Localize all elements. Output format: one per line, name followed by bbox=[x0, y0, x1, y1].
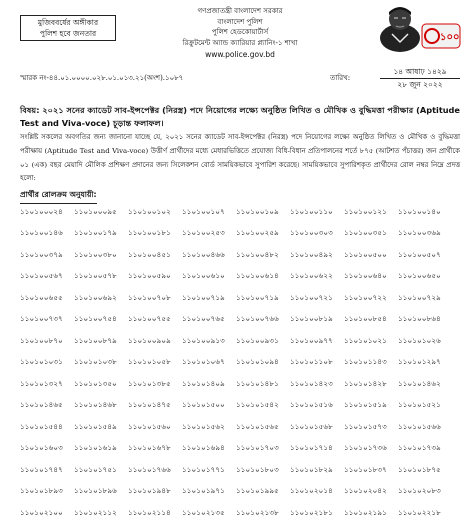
roll-number: ১১০১০০৮৬৪ bbox=[398, 314, 441, 324]
roll-number: ১১০১০০৮৭৯ bbox=[74, 335, 117, 345]
roll-number: ১১০১০২০১৪ bbox=[290, 486, 333, 496]
date-english: ২৮ জুন ২০২২ bbox=[397, 80, 443, 89]
roll-number: ১১০১০০৫৭৮ bbox=[74, 271, 117, 281]
roll-number: ১১০১০০৬৪০ bbox=[344, 271, 387, 281]
roll-number: ১১০১০১৬৯৪ bbox=[182, 443, 225, 453]
roll-number: ১১০১০১৪৮১ bbox=[236, 378, 279, 388]
roll-number: ১১০১০০৭৬৬ bbox=[236, 314, 279, 324]
roll-list-heading: প্রার্থীর রোলক্রম অনুযায়ী: bbox=[20, 190, 97, 204]
roll-number: ১১০১০০৬৫০ bbox=[398, 271, 441, 281]
roll-number: ১১০১০১৫৬৮ bbox=[290, 421, 333, 431]
roll-number: ১১০১০১৯৯৫ bbox=[236, 486, 279, 496]
roll-number: ১১০১০০৩৬৯ bbox=[398, 228, 441, 238]
roll-number: ১১০১০১৪৭৫ bbox=[128, 400, 171, 410]
roll-number: ১১০১০১৭৫১ bbox=[74, 464, 117, 474]
letterhead-line: গণপ্রজাতন্ত্রী বাংলাদেশ সরকার bbox=[197, 7, 283, 15]
roll-number: ১১০১০১৮৩৭ bbox=[344, 464, 387, 474]
roll-number: ১১০১০১৩৫০ bbox=[74, 378, 117, 388]
roll-number: ১১০১০১৭১৪ bbox=[290, 443, 333, 453]
roll-number: ১১০১০১৯৪৮ bbox=[128, 486, 171, 496]
roll-number: ১১০১০০২৫৩ bbox=[182, 228, 225, 238]
roll-number: ১১০১০১৬১৯ bbox=[74, 443, 117, 453]
roll-number: ১১০১০০৬৫৫ bbox=[20, 292, 63, 302]
roll-number: ১১০১০১৫৬২ bbox=[182, 421, 225, 431]
date-label: তারিখ: bbox=[330, 74, 351, 82]
roll-number: ১১০১০১৩৮৫ bbox=[128, 378, 171, 388]
roll-number: ১১০১০১৭৩৯ bbox=[398, 443, 441, 453]
body-paragraph: সংশ্লিষ্ট সকলের অবগতির জন্য জানানো যাচ্ছে যে, ২০২১ সনের ক্যাডেট সাব-ইন্সপেক্টর (নিরস্ত্র) পদে নিয়োগের লক্ষ্যে অনুষ্ঠিত লিখিত ও মৌখিক ও বুদ্ধিমত্তা পরীক্ষায় (Aptitude Test and Viva-voce) উত্তীর্ণ প্রার্থীদের মধ্যে মেধারভিত্তিতে প্রযোজ্য বিধি-বিধান প্রতিপালনের শর্তে ৮৭৫ (আটশত পঁচাত্তর) জন প্রার্থীকে ০১ (এক) বছর মেয়াদি মৌলিক প্রশিক্ষণ প্রদানের জন্য সিলেকশন বোর্ড সাময়িকভাবে সুপারিশ করেছে। সাময়িকভাবে সুপারিশকৃত প্রার্থীদের রোল নম্বর নিম্নে প্রদত্ত হলো: bbox=[20, 133, 460, 183]
roll-number: ১১০১০২২১৮ bbox=[398, 507, 441, 517]
roll-number: ১১০১০১৪৬৮ bbox=[74, 400, 117, 410]
roll-number: ১১০১০১৭৪৭ bbox=[20, 464, 63, 474]
memo-number: স্মারক নং-৪৪.০১.০০০০.০২৮.০১.০১৩.২১(অংশ).১০৮৭ bbox=[20, 74, 184, 82]
roll-number: ১১০১০০১৪০ bbox=[398, 206, 441, 216]
roll-number: ১১০১০১৩২৭ bbox=[20, 378, 63, 388]
roll-number: ১১০১০০৫৬৭ bbox=[20, 271, 63, 281]
roll-number: ১১০১০১২৯৭ bbox=[398, 357, 441, 367]
roll-number: ১১০১০১৬৭৮ bbox=[128, 443, 171, 453]
roll-number: ১১০১০০৪৯২ bbox=[290, 249, 333, 259]
roll-number: ১১০১০১৫৪৯ bbox=[74, 421, 117, 431]
roll-number: ১১০১০০৬২২ bbox=[290, 271, 333, 281]
roll-number: ১১০১০০৯১৩ bbox=[182, 335, 225, 345]
roll-number: ১১০১০১৪২৮ bbox=[344, 378, 387, 388]
roll-number: ১১০১০২১১৪ bbox=[128, 507, 171, 517]
roll-number: ১১০১০১৫৬০ bbox=[128, 421, 171, 431]
roll-number: ১১০১০২১১২ bbox=[74, 507, 117, 517]
roll-number: ১১০১০০৭০৮ bbox=[128, 292, 171, 302]
roll-number: ১১০১০১৭০৩ bbox=[236, 443, 279, 453]
roll-number: ১১০১০০৬১৪ bbox=[236, 271, 279, 281]
roll-number: ১১০১০০৩৭৯ bbox=[20, 249, 63, 259]
roll-number: ১১০১০২০৪২ bbox=[344, 486, 387, 496]
letterhead-line: রিক্রুটমেন্ট অ্যান্ড ক্যারিয়ার প্ল্যানিং-১ শাখা bbox=[182, 38, 298, 47]
roll-number: ১১০১০০৯৭৭ bbox=[290, 335, 333, 345]
roll-number: ১১০১০০৭৫৪ bbox=[74, 314, 117, 324]
roll-number: ১১০১০১৭৩৬ bbox=[344, 443, 387, 453]
roll-number: ১১০১০১০২৬ bbox=[398, 335, 441, 345]
roll-number: ১১০১০১০২১ bbox=[344, 335, 387, 345]
roll-number: ১১০১০১৫৪৪ bbox=[20, 421, 63, 431]
roll-number: ১১০১০০৭১৯ bbox=[236, 292, 279, 302]
date-bangla: ১৪ আষাঢ় ১৪২৯ bbox=[380, 66, 460, 79]
roll-number: ১১০১০২১৯১ bbox=[344, 507, 387, 517]
roll-number: ১১০১০১৭৬৬ bbox=[128, 464, 171, 474]
roll-number: ১১০১০০৫০০ bbox=[344, 249, 387, 259]
roll-number: ১১০১০০৫০৭ bbox=[398, 249, 441, 259]
roll-number: ১১০১০০১৭৯ bbox=[74, 228, 117, 238]
roll-number: ১১০১০০৮৫৪ bbox=[344, 314, 387, 324]
roll-number: ১১০১০০৭২২ bbox=[344, 292, 387, 302]
letterhead-line: বাংলাদেশ পুলিশ bbox=[217, 17, 263, 26]
roll-number: ১১০১০১১৪৩ bbox=[344, 357, 387, 367]
roll-number: ১১০১০১৫২১ bbox=[398, 400, 441, 410]
memo-row bbox=[20, 66, 460, 96]
motto-line-2: পুলিশ হবে জনতার bbox=[39, 29, 97, 38]
roll-number: ১১০১০০৭২৯ bbox=[398, 292, 441, 302]
roll-number: ১১০১০১১০৮ bbox=[290, 357, 333, 367]
subject-line: বিষয়: ২০২১ সনের ক্যাডেট সাব-ইন্সপেক্টর (নিরস্ত্র) পদে নিয়োগের লক্ষ্যে অনুষ্ঠিত লিখিত ও মৌখিক ও বুদ্ধিমত্তা পরীক্ষার (Aptitude Test and Viva-voce) চূড়ান্ত ফলাফল। bbox=[20, 105, 460, 128]
letterhead bbox=[150, 6, 330, 61]
roll-number: ১১০১০১৫৬৬ bbox=[398, 421, 441, 431]
roll-number: ১১০১০১৮০৩ bbox=[236, 464, 279, 474]
roll-number: ১১০১০০৭৩৭ bbox=[20, 314, 63, 324]
roll-number: ১১০১০১৫১৯ bbox=[344, 400, 387, 410]
roll-number: ১১০১০০১৪৬ bbox=[20, 228, 63, 238]
roll-number: ১১০১০১৪০৯ bbox=[182, 378, 225, 388]
roll-number: ১১০১০১০৩১ bbox=[20, 357, 63, 367]
roll-number: ১১০১০১০৬৭ bbox=[182, 357, 225, 367]
roll-number: ১১০১০০৯৩১ bbox=[236, 335, 279, 345]
roll-number: ১১০১০০২৫৯ bbox=[236, 228, 279, 238]
roll-number: ১১০১০১৮৯৬ bbox=[74, 486, 117, 496]
roll-number: ১১০১০০১০২ bbox=[128, 206, 171, 216]
roll-number: ১১০১০০৬১০ bbox=[182, 271, 225, 281]
motto-line-1: মুজিববর্ষের অঙ্গীকার bbox=[37, 18, 99, 27]
roll-number: ১১০১০২১৮১ bbox=[290, 507, 333, 517]
roll-number: ১১০১০১৪৬৫ bbox=[20, 400, 63, 410]
roll-number: ১১০১০১৪২৩ bbox=[290, 378, 333, 388]
roll-number: ১১০১০২০৮৩ bbox=[398, 486, 441, 496]
roll-number: ১১০১০০৮৭০ bbox=[20, 335, 63, 345]
roll-number: ১১০১০০৭৬৫ bbox=[182, 314, 225, 324]
roll-number: ১১০১০০১০৯ bbox=[236, 206, 279, 216]
roll-number: ১১০১০১০৩৮ bbox=[74, 357, 117, 367]
roll-number: ১১০১০০৩৫১ bbox=[344, 228, 387, 238]
mujib-borsho-emblem bbox=[376, 2, 464, 50]
roll-number: ১১০১০০৪৬৬ bbox=[182, 249, 225, 259]
roll-number: ১১০১০০১০৭ bbox=[182, 206, 225, 216]
roll-number: ১১০১০১৫১৬ bbox=[290, 400, 333, 410]
roll-number: ১১০১০০৮১৯ bbox=[290, 314, 333, 324]
roll-number: ১১০১০১৫৭৩ bbox=[344, 421, 387, 431]
roll-number: ১১০১০২১৩৮ bbox=[236, 507, 279, 517]
roll-number: ১১০১০১৫৪২ bbox=[236, 400, 279, 410]
roll-number: ১১০১০১৭৭১ bbox=[182, 464, 225, 474]
roll-number: ১১০১০০৫৯০ bbox=[128, 271, 171, 281]
roll-number: ১১০১০১৬০৩ bbox=[20, 443, 63, 453]
date-block bbox=[380, 66, 460, 91]
roll-number: ১১০১০০৭১৯ bbox=[182, 292, 225, 302]
roll-number: ১১০১০১০৫৮ bbox=[128, 357, 171, 367]
roll-number: ১১০১০০৩০৩ bbox=[290, 228, 333, 238]
letterhead-line: পুলিশ হেডকোয়ার্টার্স bbox=[211, 28, 269, 36]
roll-number: ১১০১০২১৩৫ bbox=[182, 507, 225, 517]
roll-number: ১১০১০০০৯৫ bbox=[74, 206, 117, 216]
roll-number: ১১০১০০১২১ bbox=[344, 206, 387, 216]
roll-number: ১১০১০১৫০০ bbox=[182, 400, 225, 410]
roll-number: ১১০১০১৫৬৫ bbox=[236, 421, 279, 431]
roll-number: ১১০১০০৭২১ bbox=[290, 292, 333, 302]
roll-number: ১১০১০১৮৯৩ bbox=[20, 486, 63, 496]
roll-number: ১১০১০০১৮১ bbox=[128, 228, 171, 238]
roll-number: ১১০১০০৭৫৫ bbox=[128, 314, 171, 324]
svg-text:১০০: ১০০ bbox=[440, 32, 460, 43]
roll-number: ১১০১০০৪৫১ bbox=[128, 249, 171, 259]
roll-number: ১১০১০০৬৯২ bbox=[74, 292, 117, 302]
roll-number: ১১০১০০৪৮২ bbox=[236, 249, 279, 259]
motto-box bbox=[20, 15, 116, 41]
roll-number-grid bbox=[20, 202, 470, 525]
roll-number: ১১০১০১৯৭১ bbox=[182, 486, 225, 496]
roll-number: ১১০১০০৯০৯ bbox=[128, 335, 171, 345]
roll-number: ১১০১০১০৯৪ bbox=[236, 357, 279, 367]
roll-number: ১১০১০০৩৮০ bbox=[74, 249, 117, 259]
roll-number: ১১০১০০১১০ bbox=[290, 206, 333, 216]
mujib-100-logo bbox=[422, 24, 460, 48]
website-url: www.police.gov.bd bbox=[205, 50, 275, 59]
roll-number: ১১০১০১৮২৯ bbox=[290, 464, 333, 474]
roll-number: ১১০১০১৮৭৫ bbox=[398, 464, 441, 474]
roll-number: ১১০১০২১০০ bbox=[20, 507, 63, 517]
roll-number: ১১০১০০০২৪ bbox=[20, 206, 63, 216]
roll-number: ১১০১০১৪৬২ bbox=[398, 378, 441, 388]
